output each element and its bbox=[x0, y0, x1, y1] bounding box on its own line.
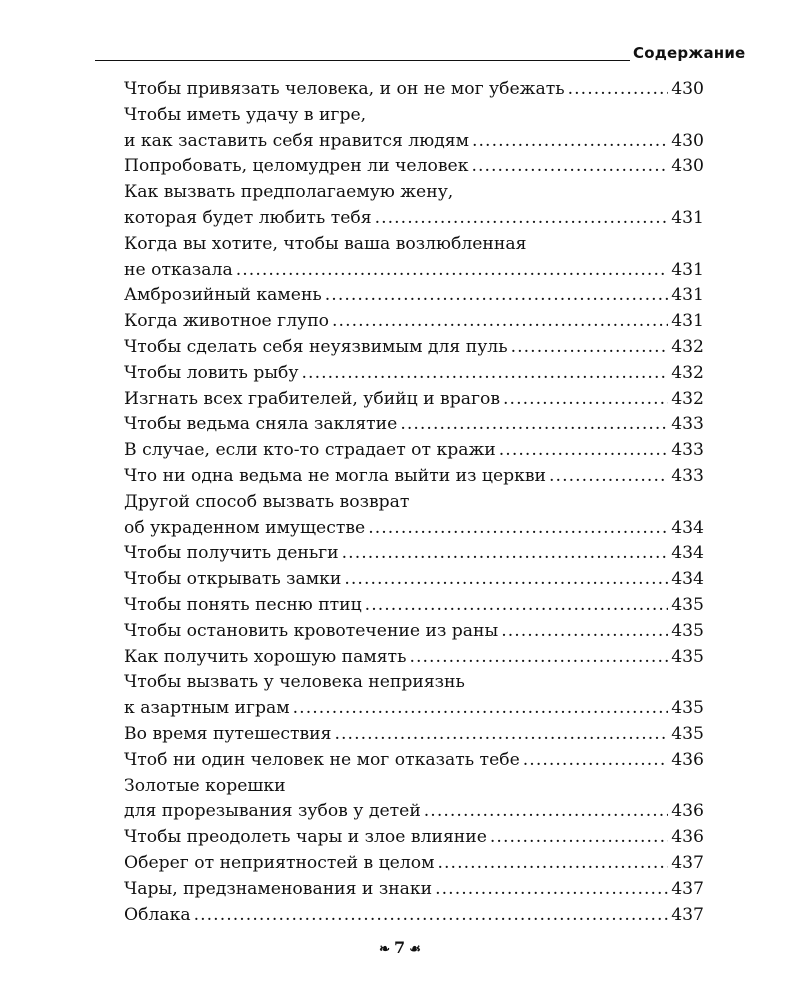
toc-page-number: 437 bbox=[671, 904, 704, 925]
toc-entry-title: Чтобы иметь удачу в игре, bbox=[124, 104, 367, 125]
dot-leader bbox=[368, 516, 668, 542]
toc-entry-title: Другой способ вызвать возврат bbox=[124, 491, 410, 512]
toc-entry-title: Чтобы привязать человека, и он не мог убежать bbox=[124, 79, 565, 99]
toc-entry-title: об украденном имуществе bbox=[124, 517, 366, 538]
toc-entry bbox=[124, 232, 704, 284]
toc-entry-line-continued bbox=[124, 180, 704, 206]
dot-leader bbox=[424, 799, 668, 825]
dot-leader bbox=[501, 619, 668, 645]
dot-leader bbox=[400, 412, 668, 438]
toc-page-number: 431 bbox=[671, 207, 704, 228]
toc-entry-line bbox=[124, 258, 704, 284]
dot-leader bbox=[332, 309, 668, 335]
toc-entry bbox=[124, 851, 704, 877]
toc-entry-line bbox=[124, 283, 704, 309]
toc-entry-line-continued bbox=[124, 490, 704, 516]
toc-page-number: 430 bbox=[671, 156, 704, 177]
toc-page-number: 433 bbox=[671, 440, 704, 461]
toc-entry-line bbox=[124, 799, 704, 825]
toc-entry-title: Золотые корешки bbox=[124, 775, 286, 796]
toc-entry bbox=[124, 309, 704, 335]
toc-entry bbox=[124, 103, 704, 155]
dot-leader bbox=[523, 748, 668, 774]
toc-entry-line bbox=[124, 387, 704, 413]
toc-page-number: 433 bbox=[671, 465, 704, 486]
dot-leader bbox=[511, 335, 669, 361]
toc-entry-line bbox=[124, 619, 704, 645]
toc-entry-title: Облака bbox=[124, 904, 191, 925]
toc-page-number: 432 bbox=[671, 362, 704, 383]
toc-page-number: 434 bbox=[671, 517, 704, 538]
toc-page-number: 436 bbox=[671, 749, 704, 770]
toc-entry-line bbox=[124, 903, 704, 929]
dot-leader bbox=[409, 645, 668, 671]
dot-leader bbox=[293, 696, 669, 722]
page-folio bbox=[0, 938, 800, 957]
table-of-contents bbox=[124, 77, 704, 928]
toc-entry-line bbox=[124, 464, 704, 490]
toc-entry-title: Чтобы ведьма сняла заклятие bbox=[124, 414, 398, 435]
toc-entry-line bbox=[124, 309, 704, 335]
toc-entry bbox=[124, 412, 704, 438]
toc-entry-line bbox=[124, 877, 704, 903]
toc-entry-line bbox=[124, 206, 704, 232]
toc-page-number: 431 bbox=[671, 311, 704, 332]
toc-entry-line bbox=[124, 567, 704, 593]
dot-leader bbox=[435, 877, 668, 903]
toc-entry bbox=[124, 283, 704, 309]
toc-entry-title: Чтобы понять песню птиц bbox=[124, 594, 362, 615]
toc-entry-title: Чтобы вызвать у человека неприязнь bbox=[124, 672, 465, 693]
page-number: 7 bbox=[394, 938, 406, 957]
toc-entry bbox=[124, 361, 704, 387]
toc-entry-title: В случае, если кто-то страдает от кражи bbox=[124, 440, 496, 461]
toc-page-number: 437 bbox=[671, 878, 704, 899]
toc-entry-line-continued bbox=[124, 774, 704, 800]
toc-entry-line bbox=[124, 722, 704, 748]
toc-page-number: 432 bbox=[671, 336, 704, 357]
dot-leader bbox=[503, 387, 668, 413]
dot-leader bbox=[471, 154, 668, 180]
toc-entry bbox=[124, 903, 704, 929]
toc-entry bbox=[124, 567, 704, 593]
toc-entry-title: Что ни одна ведьма не могла выйти из церкви bbox=[124, 465, 547, 486]
toc-page-number: 436 bbox=[671, 827, 704, 848]
toc-page-number: 435 bbox=[671, 594, 704, 615]
toc-entry bbox=[124, 490, 704, 542]
toc-entry-line-continued bbox=[124, 232, 704, 258]
dot-leader bbox=[344, 567, 668, 593]
toc-page-number: 431 bbox=[671, 285, 704, 306]
toc-page-number: 436 bbox=[671, 801, 704, 822]
dot-leader bbox=[194, 903, 669, 929]
right-ornament-icon: ☙ bbox=[409, 942, 421, 957]
toc-entry-line bbox=[124, 541, 704, 567]
toc-entry-line bbox=[124, 154, 704, 180]
toc-entry-title: и как заставить себя нравится людям bbox=[124, 130, 469, 151]
toc-entry bbox=[124, 438, 704, 464]
toc-entry-line bbox=[124, 438, 704, 464]
toc-entry-line bbox=[124, 593, 704, 619]
toc-entry-title: Чары, предзнаменования и знаки bbox=[124, 878, 433, 899]
toc-entry-title: Когда вы хотите, чтобы ваша возлюбленная bbox=[124, 233, 527, 254]
toc-entry bbox=[124, 180, 704, 232]
toc-entry-title: Как вызвать предполагаемую жену, bbox=[124, 182, 454, 203]
toc-entry bbox=[124, 722, 704, 748]
toc-entry-title: Оберег от неприятностей в целом bbox=[124, 852, 435, 873]
toc-entry-title: не отказала bbox=[124, 259, 233, 280]
toc-entry-line-continued bbox=[124, 670, 704, 696]
toc-entry-line bbox=[124, 361, 704, 387]
toc-entry bbox=[124, 774, 704, 826]
header-rule bbox=[95, 60, 630, 61]
toc-page-number: 430 bbox=[671, 79, 704, 99]
toc-entry-title: Изгнать всех грабителей, убийц и врагов bbox=[124, 388, 501, 409]
toc-page-number: 432 bbox=[671, 388, 704, 409]
toc-entry bbox=[124, 541, 704, 567]
toc-entry-title: Чтобы остановить кровотечение из раны bbox=[124, 620, 499, 641]
dot-leader bbox=[549, 464, 668, 490]
toc-page-number: 434 bbox=[671, 543, 704, 564]
toc-entry-title: для прорезывания зубов у детей bbox=[124, 801, 421, 822]
dot-leader bbox=[438, 851, 669, 877]
toc-entry-title: которая будет любить тебя bbox=[124, 207, 372, 228]
dot-leader bbox=[302, 361, 669, 387]
toc-entry-title: Во время путешествия bbox=[124, 723, 332, 744]
toc-entry bbox=[124, 645, 704, 671]
dot-leader bbox=[472, 129, 668, 155]
toc-entry-title: Попробовать, целомудрен ли человек bbox=[124, 156, 469, 177]
toc-entry-title: Чтобы преодолеть чары и злое влияние bbox=[124, 827, 487, 848]
toc-entry bbox=[124, 877, 704, 903]
dot-leader bbox=[375, 206, 669, 232]
dot-leader bbox=[325, 283, 668, 309]
toc-entry-line bbox=[124, 335, 704, 361]
toc-entry-title: Чтобы ловить рыбу bbox=[124, 362, 299, 383]
toc-page-number: 435 bbox=[671, 646, 704, 667]
toc-entry bbox=[124, 593, 704, 619]
dot-leader bbox=[490, 825, 668, 851]
toc-page-number: 435 bbox=[671, 698, 704, 719]
toc-entry-line bbox=[124, 129, 704, 155]
dot-leader bbox=[365, 593, 669, 619]
dot-leader bbox=[499, 438, 668, 464]
toc-entry bbox=[124, 464, 704, 490]
toc-entry-title: Как получить хорошую память bbox=[124, 646, 407, 667]
toc-entry-title: Чтобы получить деньги bbox=[124, 543, 339, 564]
toc-entry-line bbox=[124, 77, 704, 103]
toc-entry bbox=[124, 387, 704, 413]
toc-entry-title: Чтобы открывать замки bbox=[124, 569, 342, 590]
toc-entry bbox=[124, 154, 704, 180]
toc-entry-title: Когда животное глупо bbox=[124, 311, 330, 332]
toc-entry bbox=[124, 825, 704, 851]
toc-entry-line bbox=[124, 645, 704, 671]
dot-leader bbox=[236, 258, 668, 284]
dot-leader bbox=[334, 722, 668, 748]
toc-entry-line bbox=[124, 696, 704, 722]
toc-entry bbox=[124, 619, 704, 645]
toc-entry-line bbox=[124, 748, 704, 774]
toc-entry-line bbox=[124, 412, 704, 438]
toc-page-number: 430 bbox=[671, 130, 704, 151]
toc-entry-title: Чтобы сделать себя неуязвимым для пуль bbox=[124, 336, 508, 357]
toc-entry bbox=[124, 77, 704, 103]
running-head: Содержание bbox=[633, 44, 746, 62]
toc-entry-line bbox=[124, 516, 704, 542]
toc-entry-title: к азартным играм bbox=[124, 698, 290, 719]
toc-page-number: 435 bbox=[671, 723, 704, 744]
toc-entry-line-continued bbox=[124, 103, 704, 129]
toc-entry-title: Амброзийный камень bbox=[124, 285, 322, 306]
toc-entry bbox=[124, 335, 704, 361]
toc-page-number: 434 bbox=[671, 569, 704, 590]
dot-leader bbox=[342, 541, 669, 567]
toc-page-number: 431 bbox=[671, 259, 704, 280]
toc-entry bbox=[124, 670, 704, 722]
toc-page-number: 437 bbox=[671, 852, 704, 873]
toc-entry-line bbox=[124, 825, 704, 851]
toc-entry-title: Чтоб ни один человек не мог отказать тебе bbox=[124, 749, 520, 770]
toc-entry-line bbox=[124, 851, 704, 877]
dot-leader bbox=[568, 77, 669, 103]
toc-page-number: 433 bbox=[671, 414, 704, 435]
toc-page-number: 435 bbox=[671, 620, 704, 641]
toc-entry bbox=[124, 748, 704, 774]
left-ornament-icon: ❧ bbox=[379, 942, 391, 957]
